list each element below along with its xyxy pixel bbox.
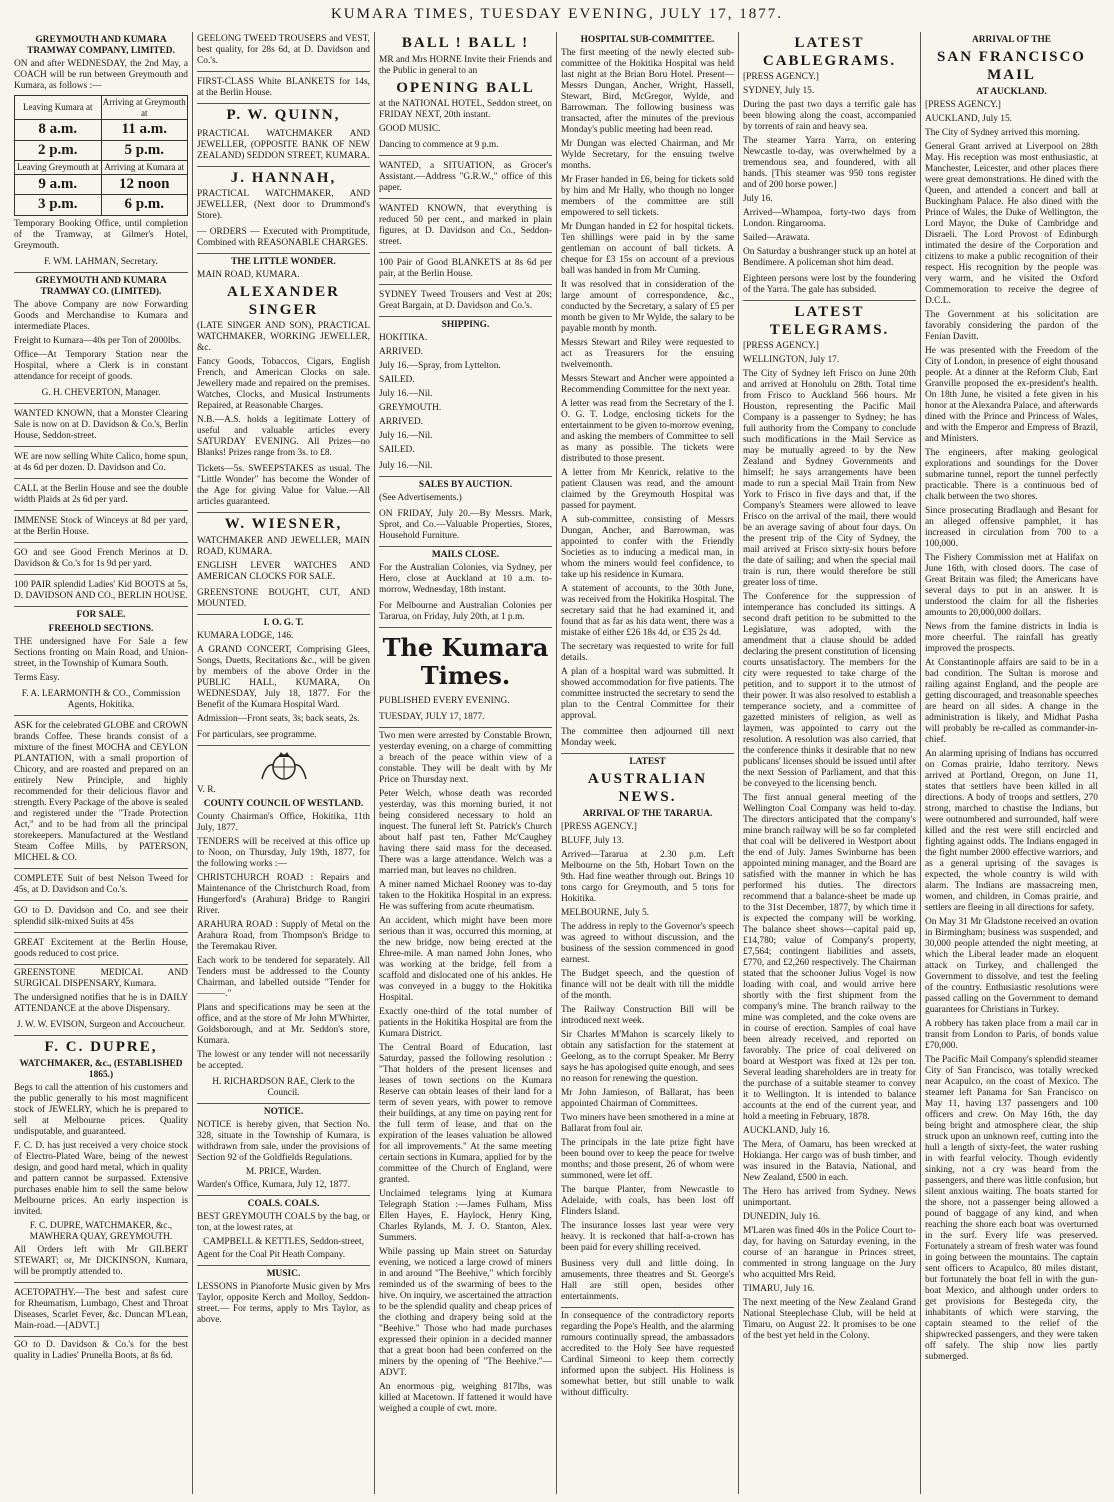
headline: ALEXANDER SINGER [226, 284, 340, 318]
headline: WATCHMAKER, &c., (ESTABLISHED 1865.) [19, 1059, 183, 1081]
paragraph: Terms Easy. [14, 672, 60, 683]
paragraph: GOOD MUSIC. [379, 124, 441, 135]
headline: MUSIC. [266, 1268, 301, 1279]
paragraph: The principals in the late prize fight have been bound over to keep the peace for twelve months; and those present, 26 of whom were summoned, were let off. [561, 1138, 734, 1182]
advertisement: ASK for the celebrated GLOBE and CROWN brands Coffee. These brands consist of a mixture of the finest MOCHA and CEYLON PLANTATION, with a small proportion of Chicory, and are roasted and prepared on an entirely New Principle, and highly recommended for their delicious flavor and strength. Every Package of the above is sealed and registered under the "Trade Protection Act," and to be had from all the principal storekeepers. Manufactured at the Westland Steam Coffee Mills, by PATERSON, MICHEL & CO. [14, 719, 188, 869]
column-6 [920, 32, 1102, 1494]
paragraph: The undersigned notifies that he is in DAILY ATTENDANCE at the above Dispensary. [14, 992, 188, 1014]
headline: HOSPITAL SUB-COMMITTEE. [580, 35, 715, 45]
paragraph: Mr John Jamieson, of Ballarat, has been appointed Chairman of Committees. [561, 1088, 734, 1110]
paragraph: CHRISTCHURCH ROAD : Repairs and Maintenance of the Christchurch Road, from Hungerford's (Arahura) Bridge to Rangiri River. [197, 872, 370, 916]
paragraph: The engineers, after making geological explorations and soundings for the Dover submarine tunnel, report the tunnel perfectly practicable. There is a continuous bed of chalk between the two shores. [925, 448, 1098, 503]
paragraph: The lowest or any tender will not necessarily be accepted. [197, 1049, 370, 1071]
paragraph: [PRESS AGENCY.] [743, 341, 819, 352]
paragraph: Admission—Front seats, 3s; back seats, 2s. [197, 713, 360, 724]
headline: LATEST TELEGRAMS. [769, 304, 890, 338]
headline: BALL ! BALL ! [401, 35, 530, 51]
advertisement: 100 Pair of Good BLANKETS at 8s 6d per pair, at the Berlin House. [379, 256, 552, 285]
signature: H. RICHARDSON RAE, Clerk to the Council. [197, 1075, 370, 1104]
dateline: BLUFF, July 13. [561, 836, 624, 847]
table-cell: 6 p.m. [124, 196, 165, 213]
paragraph: GREENSTONE MEDICAL AND SURGICAL DISPENSARY, Kumara. [14, 967, 188, 989]
paragraph: Fancy Goods, Tobaccos, Cigars, English French, and American Clocks on sale. Jewellery made and repaired on the premises. Watches, Clocks, and Musical Instruments Repaired, at Reasonable Charges. [197, 357, 370, 412]
dateline: TIMARU, July 16. [743, 1284, 815, 1295]
paragraph: While passing up Main street on Saturday evening, we noticed a large crowd of miners in and around "The Beehive," which forcibly reminded us of the swarming of bees to the hive. On inquiry, we ascertained the attraction to be the splendid quality and cheap prices of the clothing and drapery being sold at the "Beehive." Those who had made purchases expressed their opinion in a decided manner that a great boon had been conferred on the miners by the opening of "The Beehive."—ADVT. [379, 1247, 552, 1379]
paragraph: The insurance losses last year were very heavy. It is reckoned that half-a-crown has been paid for every shilling received. [561, 1221, 734, 1254]
paragraph: MR and Mrs HORNE Invite their Friends and the Public in general to an [379, 54, 552, 76]
paragraph: Peter Welch, whose death was recorded yesterday, was this morning buried, it not being considered necessary to hold an inquest. The funeral left St. Patrick's Church about half past ten, Father Mc'Caughey having there said mass for the deceased. There was a large attendance. Welch was a married man, but leaves no children. [379, 789, 552, 877]
paragraph: GREYMOUTH. [379, 403, 442, 414]
paragraph: Messrs Stewart and Riley were requested to act as Treasurers for the ensuing twelvemonth. [561, 338, 734, 370]
columns [10, 32, 1104, 1494]
paragraph: Temporary Booking Office, until completion of the Tramway, at Gilmer's Hotel, Greymouth. [14, 218, 188, 251]
advertisement: 100 PAIR splendid Ladies' Kid BOOTS at 5s, D. DAVIDSON AND CO., BERLIN HOUSE. [14, 578, 188, 607]
paragraph: Since prosecuting Bradlaugh and Besant for an alleged offensive pamphlet, it has increased in circulation from 700 to a 100,000. [925, 506, 1098, 550]
paragraph: Begs to call the attention of his customers and the public generally to his most magnificent stock of JEWELRY, which he is prepared to sell at Melbourne prices. Quality undisputable, and guaranteed. [14, 1083, 188, 1138]
headline: AUSTRALIAN NEWS. [587, 771, 708, 805]
paragraph: PUBLISHED EVERY EVENING. [379, 696, 510, 707]
headline: FREEHOLD SECTIONS. [48, 623, 154, 634]
table-header: Leaving Kumara at [15, 96, 102, 120]
headline: NOTICE. [263, 1106, 304, 1117]
signature: F. A. LEARMONTH & CO., Commission Agents, Hokitika. [14, 687, 188, 716]
paragraph: Tickets—5s. SWEEPSTAKES as usual. The "Little Wonder" has become the Wonder of the Age for giving Value for Value.—All articles guaranteed. [197, 462, 370, 513]
advertisement: GREAT Excitement at the Berlin House, goods reduced to cost price. [14, 936, 188, 965]
paragraph: TENDERS will be received at this office up to Noon, on Thursday, July 19th, 1877, for the following works :— [197, 836, 370, 869]
paragraph: [PRESS AGENCY.] [925, 100, 1001, 111]
headline: GREYMOUTH AND KUMARA TRAMWAY COMPANY, LIMITED. [27, 35, 175, 56]
headline: F. C. DUPRE, [44, 1038, 158, 1055]
paragraph: F. C. D. has just received a very choice stock of Electro-Plated Ware, being of the newest design, and good hard metal, which in quality and pattern cannot be surpassed. Extensive purchases enable him to sell the same below Melbourne prices. An early inspection is invited. [14, 1141, 188, 1218]
paragraph: (LATE SINGER AND SON), PRACTICAL WATCHMAKER, WORKING JEWELLER, &c. [197, 321, 370, 354]
headline: LATEST [629, 757, 666, 767]
paragraph: GREENSTONE BOUGHT, CUT, AND MOUNTED. [197, 586, 370, 615]
signature: F. WM. LAHMAN, Secretary. [14, 255, 188, 273]
advertisement: GO to D. Davidson & Co.'s for the best quality in Ladies' Prunella Boots, at 8s 6d. [14, 1340, 188, 1362]
headline: OPENING BALL [396, 79, 535, 96]
headline: P. W. QUINN, [226, 107, 341, 123]
table-cell: 5 p.m. [124, 141, 165, 158]
paragraph: The first annual general meeting of the Wellington Coal Company was held to-day. The directors anticipated that the company's mine branch railway will be so far completed that coal will be delivered in Westport about the end of July. James Swinburne has been appointed mining manager, and the Board are satisfied with the manner in which he has performed his duties. The directors recommend that a balance-sheet be made up to the 31st December, 1877, by which time it is expected the company will be working. The balance sheet shows—capital paid up, £14,780; value of Company's property, £7,564; contingent liabilities and assets, £770, and £2,260 respectively. The Chairman stated that the schooner Julius Vogel is now loading with coal, and would arrive here shortly with the first shipment from the company's mine. The branch railway to the mine was completed, and the coke ovens are in course of erection. Samples of coal have been already received, and reported on favorably. The price of coal delivered on board at Westport was fixed at 12s per ton. Several leading shareholders are in treaty for the purchase of a suitable steamer to convey it to Wellington. It is intended to balance accounts at the end of the current year, and hold a meeting in February, 1878. [743, 793, 916, 1123]
signature: M. PRICE, Warden. [245, 1166, 322, 1177]
table-cell: 11 a.m. [121, 121, 167, 138]
paragraph: The Mera, of Oamaru, has been wrecked at Hokianga. Her cargo was of bush timber, and was insured in the Batavia, National, and New Zealand, £500 in each. [743, 1140, 916, 1184]
signature: G. H. CHEVERTON, Manager. [14, 386, 188, 404]
paragraph: Plans and specifications may be seen at the office, and at the store of Mr John M'Whirter, Goldsborough, and at Mr. Seddon's store, Kumara. [197, 1002, 370, 1046]
paragraph: All Orders left with Mr GILBERT STEWART; or, Mr DICKINSON, Kumara, will be promptly attended to. [14, 1243, 188, 1283]
headline: SALES BY AUCTION. [418, 480, 513, 491]
paragraph: Office—At Temporary Station near the Hospital, where a Clerk is in constant attendance for receipt of goods. [14, 349, 188, 382]
headline: J. HANNAH, [230, 169, 337, 186]
paragraph: County Chairman's Office, Hokitika, 11th July, 1877. [197, 811, 370, 833]
paragraph: THE undersigned have For Sale a few Sections fronting on Main Road, and Union-street, in the Township of Kumara South. [14, 636, 188, 669]
paragraph: Each work to be tendered for separately. All Tenders must be addressed to the County Chairman, and labelled outside "Tender for ———." [197, 955, 370, 999]
table-header: Arriving at Kumara at [101, 161, 188, 175]
paragraph: Exactly one-third of the total number of patients in the Hokitika Hospital are from the Kumara District. [379, 1007, 552, 1040]
paragraph: NOTICE is hereby given, that Section No. 328, situate in the Township of Kumara, is withdrawn from sale, under the provisions of Section 92 of the Goldfields Regulations. [197, 1119, 370, 1163]
advertisement: IMMENSE Stock of Winceys at 8d per yard, at the Berlin House. [14, 514, 188, 543]
paragraph: Sir Charles M'Mahon is scarcely likely to obtain any satisfaction for the statement at Geelong, as to the corrupt Speaker. Mr Berry says he has apologised quite enough, and sees no reason for renewing the question. [561, 1030, 734, 1085]
paragraph: Mr Dungan handed in £2 for hospital tickets. Ten shillings were paid in by the same gentleman on account of ball tickets. A cheque for £3 15s on account of a previous ball was handed in from Mr Cuming. [561, 222, 734, 276]
paragraph: Mr Dungan was elected Chairman, and Mr Wylde Secretary, for the ensuing twelve months. [561, 139, 734, 171]
paragraph: A letter from Mr Kenrick, relative to the patient Clausen was read, and the amount claimed by the Greymouth Hospital was passed for payment. [561, 468, 734, 511]
table-cell: 8 a.m. [38, 121, 78, 138]
advertisement: COMPLETE Suit of best Nelson Tweed for 45s, at D. Davidson and Co.'s. [14, 872, 188, 901]
paragraph: A statement of accounts, to the 30th June, was received from the Hokitika Hospital. The secretary said that he had examined it, and found that as far as his data went, there was a mistake of either £26 18s 4d, or £35 2s 4d. [561, 584, 734, 638]
paragraph: Arrived—Tararua at 2.30 p.m. Left Melbourne on the 5th, Hobart Town on the 9th. Had fine weather through out. Brings 10 tons cargo for Greymouth, and 5 tons for Hokitika. [561, 850, 734, 905]
advertisement: WANTED, a SITUATION, as Grocer's Assistant.—Address "G.R.W.," office of this paper. [379, 159, 552, 199]
table-cell: 3 p.m. [37, 196, 78, 213]
column-4 [556, 32, 738, 1494]
headline: GREYMOUTH AND KUMARA TRAMWAY CO. (LIMITED). [35, 275, 167, 297]
advertisement: ACETOPATHY.—The best and safest cure for Rheumatism, Lumbago, Chest and Throat Diseases, Scarlet Fever, &c. Duncan M'Lean, Main-road.—[ADVT.] [14, 1286, 188, 1337]
headline: SHIPPING. [441, 320, 490, 331]
paragraph: Eighteen persons were lost by the foundering of the Yarra. The gale has subsided. [743, 272, 916, 301]
paragraph: MAIN ROAD, KUMARA. [197, 270, 300, 281]
paragraph: TUESDAY, JULY 17, 1877. [379, 710, 552, 728]
advertisement: WE are now selling White Calico, home spun, at 4s 6d per dozen. D. Davidson and Co. [14, 450, 188, 479]
paragraph: The address in reply to the Governor's speech was agreed to without discussion, and the business of the session commenced in good earnest. [561, 922, 734, 966]
paragraph: [PRESS AGENCY.] [743, 72, 819, 83]
paragraph: SAILED. [379, 445, 415, 456]
headline: LATEST CABLEGRAMS. [762, 35, 897, 69]
paragraph: General Grant arrived at Liverpool on 28th May. His reception was most enthusiastic, at Manchester, Leicester, and other places there were great demonstrations. He dined with the Queen, and attended a concert and ball at Buckingham Palace. He also dined with the Prince of Wales, the Duke of Wellington, the Lord Mayor, the Duke of Cambridge and Disraeli. The Lord Provost of Edinburgh intimated the desire of the Corporation and citizens to make a public recognition of their respect. His recognition by the people was very warm, and he visited the Oxford Commemoration to receive the degree of D.C.L. [925, 142, 1098, 307]
paragraph: The Hero has arrived from Sydney. News unimportant. [743, 1187, 916, 1209]
paragraph: A robbery has taken place from a mail car in transit from London to Paris, of bonds value £70,000. [925, 1019, 1098, 1052]
table-header: Leaving Greymouth at [15, 161, 102, 175]
table-cell: 12 noon [119, 175, 170, 192]
advertisement: SYDNEY Tweed Trousers and Vest at 20s; Great Bargain, at D. Davidson and Co.'s. [379, 288, 552, 317]
paragraph: — ORDERS — Executed with Promptitude, Combined with REASONABLE CHARGES. [197, 225, 370, 254]
paragraph: Arrived—Whampoa, forty-two days from London. Ringarooma. [743, 208, 916, 230]
paragraph: ON and after WEDNESDAY, the 2nd May, a COACH will be run between Greymouth and Kumara, as follows :— [14, 59, 188, 91]
paragraph: The Central Board of Education, last Saturday, passed the following resolution : "That holders of the present licenses and leases of town sections on the Kumara Reserve can obtain leases of their land for a term of seven years, with power to remove their buildings, at any time on paying rent for the full term of lease, and that on the expiration of the leases valuation be allowed for all improvements." At the same meeting certain sections in Kumara, applied for by the committee of the Church of England, were granted. [379, 1043, 552, 1186]
paragraph: The Government at his solicitation are favorably considering the pardon of the Fenian Davitt. [925, 310, 1098, 343]
dateline: MELBOURNE, July 5. [561, 908, 650, 919]
paragraph: Two men were arrested by Constable Brown, yesterday evening, on a charge of committing a breach of the peace within view of a constable. They will be dealt with by Mr Price on Thursday next. [379, 731, 552, 786]
paragraph: On Saturday a bushranger stuck up an hotel at Bendimere. A policeman shot him dead. [743, 247, 916, 269]
column-3 [374, 32, 556, 1494]
table-header: Arriving at Greymouth at [101, 96, 188, 120]
paragraph: July 16.—Nil. [379, 431, 433, 442]
paragraph: LESSONS in Pianoforte Music given by Mrs Taylor, opposite Kerch and Molloy, Seddon-street.— For terms, apply to Mrs Taylor, as above. [197, 1281, 370, 1325]
paragraph: A sub-committee, consisting of Messrs Dungan, Ancher, and Barrowman, was appointed to confer with the Friendly Societies as to inducing a medical man, in whom the miners would feel confidence, to take up his residence in Kumara. [561, 515, 734, 580]
paragraph: The steamer Yarra Yarra, on entering Newcastle to-day, was overwhelmed by a tremendous sea, and foundered, with all hands. [This steamer was 950 tons register and of 200 horse power.] [743, 136, 916, 191]
dateline: July 16. [743, 194, 773, 205]
headline: THE LITTLE WONDER. [231, 257, 336, 268]
dateline: SYDNEY, July 15. [743, 86, 815, 97]
paragraph: Unclaimed telegrams lying at Kumara Telegraph Station :—James Fulham, Miss Ellen Hayes, E. Haylock, Henry King, Charles Rylands, M. J. O. Stanton, Alex. Summers. [379, 1189, 552, 1244]
headline: I. O. G. T. [263, 617, 304, 628]
paragraph: It was resolved that in consideration of the large amount of correspondence, &c., conducted by the Secretary, a salary of £5 per month be given to Mr Wylde, the salary to be payable month by month. [561, 280, 734, 334]
paragraph: The next meeting of the New Zealand Grand National Steeplechase Club, will be held at Timaru, on August 22. It promises to be one of the best yet held in the Colony. [743, 1298, 916, 1342]
paragraph: SAILED. [379, 375, 415, 386]
paragraph: PRACTICAL WATCHMAKER, AND JEWELLER, (Next door to Drummond's Store). [197, 189, 370, 222]
paragraph: The City of Sydney arrived this morning. [925, 128, 1080, 139]
paragraph: Agent for the Coal Pit Heath Company. [197, 1248, 370, 1266]
table-cell: 2 p.m. [37, 141, 78, 158]
headline: AT AUCKLAND. [976, 87, 1047, 98]
paragraph: (See Advertisements.) [379, 493, 462, 504]
royal-crest-icon [254, 749, 314, 783]
paragraph: Dancing to commence at 9 p.m. [379, 138, 552, 156]
paragraph: July 16.—Nil. [379, 459, 552, 477]
paragraph: N.B.—A.S. holds a legitimate Lottery of useful and valuable articles every SATURDAY EVENING. All Prizes—no Blanks! Prizes range from 3s. to £8. [197, 415, 370, 459]
paragraph: The Fishery Commission met at Halifax on June 16th, with closed doors. The case of Great Britain was filed; the Americans have several days to put in an answer. It is understood the claim for all the fisheries amounts to 20,000,000 dollars. [925, 553, 1098, 619]
paragraph: The secretary was requested to write for full details. [561, 642, 734, 663]
paragraph: The Budget speech, and the question of finance will not be dealt with till the middle of the month. [561, 969, 734, 1002]
paragraph: The City of Sydney left Frisco on June 20th and arrived at Honolulu on 28th. Total time from Frisco to Auckland 566 hours. Mr Houston, representing the Pacific Mail Company is a passenger to Sydney; he has full authority from the Company to conclude such modifications in the Mail Service as may be mutually agreed to by the New Zealand and Sydney Governments and himself; he says arrangements have been made to run a special Mail Train from New York to Frisco in five days and that, if the Company's Steamers were allowed to leave Frisco on the arrival of the mail, there would be an average saving of about four days. On the present trip of the City of Sydney, the mail arrived at Frisco sixty-six hours before the date of sailing; and when the special mail train is run, there would therefore be still greater loss of time. [743, 369, 916, 589]
signature: F. C. DUPRE, WATCHMAKER, &c., MAWHERA QUAY, GREYMOUTH. [29, 1221, 173, 1243]
paragraph: The committee then adjourned till next Monday week. [561, 725, 734, 754]
paragraph: Business very dull and little doing. In amusements, three theatres and St. George's Hall are still open, besides other entertainments. [561, 1257, 734, 1308]
advertisement: CALL at the Berlin House and see the double width Plaids at 2s 6d per yard. [14, 482, 188, 511]
paragraph: An accident, which might have been more serious than it was, occurred this morning, at the new bridge, now being erected at the Ehree-mile. A man named John Jones, who was working at the bridge, fell from a scaffold and dislocated one of his ankles. He was conveyed in a buggy to the Hokitika Hospital. [379, 916, 552, 1004]
masthead: KUMARA TIMES, TUESDAY EVENING, JULY 17, 1877. [330, 6, 784, 22]
paragraph: July 16.—Nil. [379, 389, 433, 400]
advertisement: GEELONG TWEED TROUSERS and VEST, best quality, for 28s 6d, at D. Davidson and Co.'s. [197, 32, 370, 72]
timetable [14, 95, 188, 216]
paragraph: The above Company are now Forwarding Goods and Merchandise to Kumara and intermediate Places. [14, 299, 188, 332]
paragraph: The first meeting of the newly elected sub-committee of the Hokitika Hospital was held last night at the Brian Boru Hotel. Present—Messrs Dungan, Ancher, Wright, Hassell, Stewart, Bird, McGregor, Wylde, and Barrowman. The following business was transacted, after the minutes of the previous Monday's public meeting had been read. [561, 48, 734, 135]
paragraph: ARRIVED. [379, 417, 424, 428]
advertisement: GO to D. Davidson and Co. and see their splendid silk-mixed Suits at 45s [14, 904, 188, 933]
paragraph: For the Australian Colonies, via Sydney, per Hero, close at Auckland at 10 a.m. to-morrow, Wednesday, 18th instant. [379, 563, 552, 596]
paragraph: [PRESS AGENCY.] [561, 822, 637, 833]
paragraph: An alarming uprising of Indians has occurred on Comas prairie, Idaho territory. News arrived at Portland, Oregon, on June 11, states that settlers have been killed in all directions. A body of troops and settlers, 270 strong, marched to chastise the Indians, but were outnumbered and surrounded, half were killed and the rest were still encircled and fighting against odds. The Indians engaged in the fight number 2000 effective warriors, and as a general uprising of the savages is expected, the whole country is wild with alarm. The Indians are massacreing men, women, and children, in Comas prairie, and settlers are fleeing in all directions for safety. [925, 749, 1098, 914]
table-cell: 9 a.m. [38, 175, 78, 192]
headline: FOR SALE. [76, 609, 126, 620]
signature: J. W. W. EVISON, Surgeon and Accoucheur. [14, 1018, 188, 1036]
dateline: WELLINGTON, July 17. [743, 355, 840, 366]
paragraph: News from the famine districts in India is more cheerful. The rainfall has greatly improved the prospects. [925, 622, 1098, 655]
paragraph: The barque Planter, from Newcastle to Adelaide, with coals, has been lost off Flinders Island. [561, 1185, 734, 1218]
headline: MAILS CLOSE. [431, 550, 500, 561]
paragraph: An enormous pig, weighing 817lbs, was killed at Macetown. If fattened it would have weighed a couple of cwt. more. [379, 1382, 552, 1415]
paragraph: The Conference for the suppression of intemperance has concluded its sittings. A second draft petition to be submitted to the Legislature, was adopted, with the amendment that a clause should be added declaring the present constitution of licensing courts unsatisfactory. The members for the city were requested to take charge of the petition, and to support it to the utmost of their power. It was also resolved to establish a temperance society, and a committee of gazetted ministers of religion, as well as laymen, was appointed to carry out the resolution. A resolution was also carried, that the conference thinks it desirable that no new publicans' licenses should be issued until after the next Session of Parliament, and that this be conveyed to the licensing bench. [743, 592, 917, 790]
signature: CAMPBELL & KETTLES, Seddon-street, [203, 1236, 364, 1247]
paragraph: In consequence of the contradictory reports regarding the Pope's Health, and the alarming rumours continually spread, the ambassadors accredited to the Holy See have requested Cardinal Simeoni to keep them correctly informed upon the subject. His Holiness is somewhat better, but still unable to walk without difficulty. [561, 1311, 734, 1399]
column-5 [738, 32, 920, 1494]
paragraph: A plan of a hospital ward was submitted. It showed accommodation for five patients. The committee instructed the secretary to send the plan to the Central Committee for their approval. [561, 667, 734, 721]
headline: SAN FRANCISCO MAIL [937, 49, 1086, 83]
paragraph: Sailed—Arawata. [743, 233, 810, 244]
paragraph: Mr Fraser handed in £6, being for tickets sold by him and Mr Hally, who though no longer members of the committee are still empowered to sell tickets. [561, 175, 734, 218]
paragraph: The Railway Construction Bill will be introduced next week. [561, 1005, 734, 1027]
paragraph: He was presented with the Freedom of the City of London, in presence of eight thousand people. At a dinner at the Reform Club, Earl Granville proposed the ex-president's health. On 18th June, he visited a fete given in his honor at the Alexandra Palace, and afterwards dined with the Prince and Princess of Wales, and with the Emperor and Empress of Brazil, and Ministers. [925, 346, 1098, 445]
headline: ARRIVAL OF THE TARARUA. [582, 809, 713, 820]
column-2 [192, 32, 374, 1494]
dateline: AUCKLAND, July 15. [925, 114, 1012, 125]
paragraph: ON FRIDAY, July 20.—By Messrs. Mark, Sprot, and Co.—Valuable Properties, Stores, Household Furniture. [379, 507, 552, 547]
headline: W. WIESNER, [224, 516, 343, 533]
headline: COALS. COALS. [247, 1198, 320, 1209]
paragraph: July 16.—Spray, from Lyttelton. [379, 361, 501, 372]
paragraph: M'Laren was fined 40s in the Police Court to-day, for having on Saturday evening, in the course of an harangue in Princes street, commented in strong language on the Jury who acquitted Mrs Reid. [743, 1226, 916, 1281]
paragraph: ARAHURA ROAD : Supply of Metal on the Arahura Road, from Thompson's Bridge to the Teremakau River. [197, 919, 370, 952]
paragraph: On May 31 Mr Gladstone received an ovation in Birmingham; business was suspended, and 30,000 people attended the night meeting, at which the Liberal leader made an eloquent attack on Turkey, and challenged the Government to dissolve, and test the feeling of the country. Enthusiastic resolutions were passed calling on the Government to demand guarantees for Christians in Turkey. [925, 917, 1098, 1016]
advertisement: GO and see Good French Merinos at D. Davidson & Co.'s for 1s 9d per yard. [14, 546, 188, 575]
paragraph: BEST GREYMOUTH COALS by the bag, or ton, at the lowest rates, at [197, 1211, 370, 1233]
paragraph: ARRIVED. [379, 347, 424, 358]
paragraph: HOKITIKA. [379, 333, 428, 344]
paragraph: PRACTICAL WATCHMAKER AND JEWELLER, (OPPOSITE BANK OF NEW ZEALAND) SEDDON STREET, KUMARA. [197, 127, 370, 167]
advertisement: WANTED KNOWN, that a Monster Clearing Sale is now on at D. Davidson & Co.'s, Berlin House, Seddon-street. [14, 407, 188, 447]
paragraph: KUMARA LODGE, 146. [197, 630, 294, 641]
paragraph: Freight to Kumara—40s per Ton of 2000lbs. [14, 335, 182, 346]
paragraph: A GRAND CONCERT, Comprising Glees, Songs, Duetts, Recitations &c., will be given by members of the above Order in the PUBLIC HALL, KUMARA, On WEDNESDAY, July 18, 1877. For the Benefit of the Kumara Hospital Ward. [197, 644, 370, 710]
paragraph: ENGLISH LEVER WATCHES AND AMERICAN CLOCKS FOR SALE. [197, 560, 370, 582]
paragraph: For particulars, see programme. [197, 728, 370, 746]
paragraph: WATCHMAKER AND JEWELLER, MAIN ROAD, KUMARA. [197, 535, 370, 557]
paragraph: Messrs Stewart and Ancher were appointed a Recommending Committee for the next year. [561, 374, 734, 395]
paragraph: A letter was read from the Secretary of the I. O. G. T. Lodge, enclosing tickets for the entertainment to be given to-morrow evening, and asking the members of Committee to sell as many as possible. The tickets were distributed to those present. [561, 399, 734, 464]
advertisement: WANTED KNOWN, that everything is reduced 50 per cent., and marked in plain figures, at D. Davidson and Co., Seddon-street. [379, 202, 552, 253]
paragraph: For Melbourne and Australian Colonies per Tararua, on Friday, July 20th, at 1 p.m. [379, 599, 552, 628]
dateline: DUNEDIN, July 16. [743, 1212, 821, 1223]
paragraph: During the past two days a terrific gale has been blowing along the coast, accompanied by torrents of rain and heavy sea. [743, 100, 916, 133]
dateline: AUCKLAND, July 16. [743, 1126, 830, 1137]
paragraph: At Constantinople affairs are said to be in a bad condition. The Sultan is morose and railing against England, and the people are getting discouraged, and treasonable speeches are heard on all sides. A change in the administration is likely, and Midhat Pasha will probably be re-called as commander-in-chief. [925, 658, 1098, 746]
crest-label: V. R. [197, 784, 216, 795]
paragraph: Two miners have been smothered in a mine at Ballarat from foul air. [561, 1113, 734, 1135]
paragraph: The Pacific Mail Company's splendid steamer City of San Francisco, was totally wrecked near Acapulco, on the coast of Mexico. The steamer left Panama for San Francisco on May 11, having 137 passengers and 100 officers and crew. On May 16th, the day being bright and atmosphere clear, the ship struck upon an unknown reef, cutting into the hull a length of sixty-feet, the water rushing in with fearful velocity. Though evidently sinking, not a cry was heard from the passengers, and there was little confusion, but silent anxious waiting. The boats started for the shore, not a passenger being allowed a pound of baggage of any kind, and when reaching the shore each boat was overturned in the surf. Every life was preserved. Fortunately a stream of fresh water was found in going between the mountains. The captain sent officers to Acapulco, 80 miles distant, but fortunately the boat fell in with the gun-boat Mexico, and although under orders to get provisions for Bestegeda city, the inhabitants of which were starving, the captain steamed to the relief of the shipwrecked passengers, and they were taken off safely. The ship now lies partly submerged. [925, 1055, 1098, 1363]
paragraph: A miner named Michael Rooney was to-day taken to the Hokitika Hospital in an express. He was suffering from acute rheumatism. [379, 880, 552, 913]
advertisement: FIRST-CLASS White BLANKETS for 14s, at the Berlin House. [197, 75, 370, 104]
paragraph: Warden's Office, Kumara, July 12, 1877. [197, 1178, 370, 1196]
headline: ARRIVAL OF THE [971, 35, 1051, 45]
headline: COUNTY COUNCIL OF WESTLAND. [203, 798, 364, 809]
newspaper-title: The Kumara Times. [382, 633, 549, 691]
column-1 [10, 32, 192, 1494]
paragraph: at the NATIONAL HOTEL, Seddon street, on FRIDAY NEXT, 20th instant. [379, 99, 552, 121]
